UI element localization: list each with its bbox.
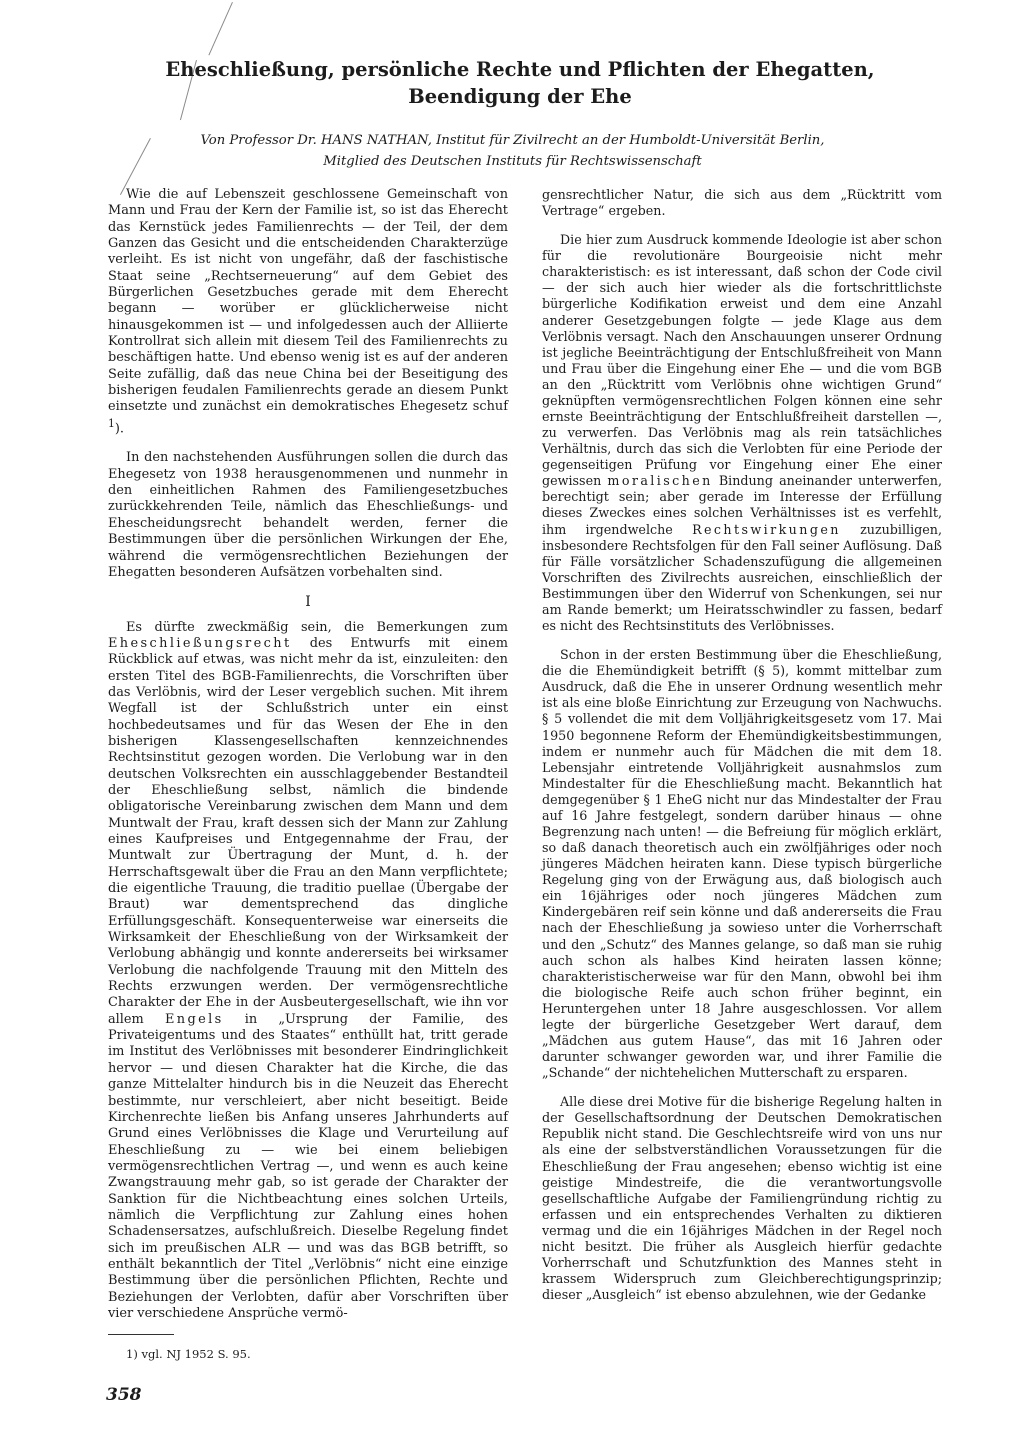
paragraph: Schon in der ersten Bestimmung über die Eheschließung, die die Ehemündigkeit betrifft (§ 5), kommt mittelbar zum Ausdruck, daß die Ehe in unserer Ordnung wesentlich mehr ist als eine bloße Einrichtung zur Erzeugung von Nachwuchs. § 5 vollendet die mit dem Volljährigkeitsgesetz vom 17. Mai 1950 begonnene Reform der Ehemündigkeitsbestimmungen, indem er nunmehr auch für Mädchen die mit dem 18. Lebensjahr eintretende Volljährigkeit ausnahmslos zum Mindestalter für die Eheschließung macht. Bekanntlich hat demgegenüber § 1 EheG nicht nur das Mindestalter der Frau auf 16 Jahre festgelegt, sondern darüber hinaus — ohne Begrenzung nach unten! — die Befreiung für möglich erklärt, so daß danach theoretisch auch ein zwölfjähriges oder noch jüngeres Mädchen heiraten kann. Diese typisch bürgerliche Regelung ging von der Erwägung aus, daß biologisch auch ein 16jähriges oder noch jüngeres Mädchen zum Kindergebären reif sein könne und daß andererseits die Frau nach der Eheschließung ja sowieso unter die Vorherrschaft und den „Schutz“ des Mannes gelange, so daß man sie ruhig auch schon als halbes Kind heiraten lassen könne; charakteristischerweise war für den Mann, obwohl bei ihm die biologische Reife auch schon früher beginnt, ein Heruntergehen unter 18 Jahre ausgeschlossen. Vor allem legte der bürgerliche Gesetzgeber Wert darauf, dem „Mädchen aus gutem Hause“, das mit 16 Jahren oder darunter schwanger geworden war, und ihrer Familie die „Schande“ der nichtehelichen Mutterschaft zu ersparen. (542, 647, 942, 1081)
right-column (542, 187, 942, 1303)
paragraph: In den nachstehenden Ausführungen sollen die durch das Ehegesetz von 1938 herausgenommenen und nunmehr in den einheitlichen Rahmen des Familiengesetzbuches zurückkehrenden Teile, nämlich das Eheschließungs- und Ehescheidungsrecht behandelt werden, ferner die Bestimmungen über die persönlichen Wirkungen der Ehe, während die vermögensrechtlichen Beziehungen der Ehegatten besonderen Aufsätzen vorbehalten sind. (108, 450, 508, 580)
spaced-emphasis: Engels (164, 1011, 224, 1027)
byline-line-1 (110, 130, 915, 151)
byline-line-2: Mitglied des Deutschen Instituts für Rechtswissenschaft (323, 154, 702, 169)
scan-mark-top (208, 2, 233, 55)
left-column (108, 187, 508, 1322)
article-title (150, 56, 890, 110)
paragraph (108, 187, 508, 437)
footnote-marker: 1) (126, 1347, 138, 1361)
byline-affiliation: , Institut für Zivilrecht an der Humboldt-Universität Berlin, (427, 133, 825, 148)
paragraph (542, 232, 942, 634)
spaced-emphasis: moralischen (607, 473, 713, 489)
page-number: 358 (106, 1385, 142, 1405)
paragraph: gensrechtlicher Natur, die sich aus dem „Rücktritt vom Vertrage“ ergeben. (542, 187, 942, 219)
byline (110, 130, 915, 172)
author-name: HANS NATHAN (321, 133, 428, 148)
spaced-emphasis: Eheschließungsrecht (108, 635, 292, 651)
paragraph-text: Die hier zum Ausdruck kommende Ideologie ist aber schon für die revolutionäre Bourgeoisie nicht mehr charakteristisch: es ist interessant, daß schon der Code civil — der sich auch hier wieder als die fortschrittlichste bürgerliche Kodifikation erweist und dem eine Anzahl anderer Gesetzgebungen folgte — jede Klage aus dem Verlöbnis versagt. Nach den Anschauungen unserer Ordnung ist jegliche Beeinträchtigung der Entschlußfreiheit von Mann und Frau über die Eingehung einer Ehe — und die vom BGB an den „Rücktritt vom Verlöbnis ohne wichtigen Grund“ geknüpften vermögensrechtlichen Folgen können eine sehr ernste Beeinträchtigung der Entschlußfreiheit darstellen —, zu verwerfen. Das Verlöbnis mag als rein tatsächliches Verhältnis, durch das sich die Verlobten für eine Periode der gegenseitigen Prüfung vor Eingehung einer Ehe einer gewissen (542, 232, 942, 489)
byline-prefix: Von Professor Dr. (200, 133, 322, 148)
title-line-2: Beendigung der Ehe (408, 85, 632, 108)
footnote (126, 1347, 251, 1361)
paragraph-text: des Entwurfs mit einem Rückblick auf etwas, was nicht mehr da ist, einzuleiten: den ersten Titel des BGB-Familienrechts, die Vorschriften über das Verlöbnis, wird der Leser vergeblich suchen. Mit ihrem Wegfall ist der Schlußstrich unter ein einst hochbedeutsames und für das Wesen der Ehe in den bisherigen Klassengesellschaften kennzeichnendes Rechtsinstitut gezogen worden. Die Verlobung war in den deutschen Volksrechten ein ausschlaggebender Bestandteil der Eheschließung selbst, nämlich die bindende obligatorische Vereinbarung zwischen dem Mann und dem Muntwalt der Frau, kraft dessen sich der Mann zur Zahlung eines Kaufpreises und Entgegennahme der Frau, der Muntwalt zur Übertragung der Munt, d. h. der Herrschaftsgewalt über die Frau an den Mann verpflichtete; die eigentliche Trauung, die traditio puellae (Übergabe der Braut) war dementsprechend das dingliche Erfüllungsgeschäft. Konsequenterweise war einerseits die Wirksamkeit der Eheschließung von der Wirksamkeit der Verlobung abhängig und konnte andererseits bei wirksamer Verlobung die nachfolgende Trauung mit den Mitteln des Rechts erzwungen werden. Der vermögensrechtliche Charakter der Ehe in der Ausbeutergesellschaft, wie ihn vor allem (108, 635, 508, 1027)
paragraph-text: zuzubilligen, insbesondere Rechtsfolgen für den Fall seiner Auflösung. Daß für Fälle vorsätzlicher Schadenszufügung die allgemeinen Vorschriften des Zivilrechts ausreichen, einschließlich der Bestimmungen über den Widerruf von Schenkungen, sei nur am Rande bemerkt; um Heiratsschwindler zu fassen, bedarf es nicht des Rechtsinstituts des Verlöbnisses. (542, 521, 942, 634)
paragraph-text: in „Ursprung der Familie, des Privateigentums und des Staates“ enthüllt hat, tritt gerade im Institut des Verlöbnisses mit besonderer Eindringlichkeit hervor — und diesen Charakter hat die Kirche, die das ganze Mittelalter hindurch bis in die Neuzeit das Eherecht bestimmte, nur verschleiert, aber nicht beseitigt. Beide Kirchenrechte ließen bis Anfang unseres Jahrhunderts auf Grund eines Verlöbnisses die Klage und Verurteilung auf Eheschließung zu — wie bei einem beliebigen vermögensrechtlichen Vertrag —, und wenn es auch keine Zwangstrauung mehr gab, so ist gerade der Charakter der Sanktion für die Nichtbeachtung eines solchen Urteils, nämlich die Verpflichtung zur Zahlung eines hohen Schadensersatzes, aufschlußreich. Dieselbe Regelung findet sich im preußischen ALR — und was das BGB betrifft, so enthält bekanntlich der Titel „Verlöbnis“ nicht eine einzige Bestimmung über die persönlichen Pflichten, Rechte und Beziehungen der Verlobten, dafür aber Vorschriften über vier verschiedene Ansprüche vermö- (108, 1011, 508, 1321)
paragraph-text: Bindung aneinander unterwerfen, berechtigt sein; aber gerade im Interesse der Erfüllung dieses Zweckes eines solchen Verhältnisses ist es verfehlt, ihm irgendwelche (542, 473, 942, 537)
spaced-emphasis: Rechtswirkungen (692, 521, 841, 537)
paragraph-text: Es dürfte zweckmäßig sein, die Bemerkungen zum (126, 619, 508, 635)
paragraph-end: ). (114, 421, 124, 437)
section-heading: I (305, 594, 311, 611)
paragraph (108, 620, 508, 1323)
footnote-rule (108, 1334, 174, 1335)
paragraph: Alle diese drei Motive für die bisherige Regelung halten in der Gesellschaftsordnung der Deutschen Demokratischen Republik nicht stand. Die Geschlechtsreife wird von uns nur als eine der selbstverständlichen Voraussetzungen für die Eheschließung der Frau angesehen; ebenso wichtig ist eine geistige Mindestreife, die die verantwortungsvolle gesellschaftliche Aufgabe der Familiengründung richtig zu erfassen und ein entsprechendes Verhalten zu diktieren vermag und die ein 16jähriges Mädchen in der Regel noch nicht besitzt. Die früher als Ausgleich hierfür gedachte Vorherrschaft und Schutzfunktion des Mannes steht in krassem Widerspruch zum Gleichberechtigungsprinzip; dieser „Ausgleich“ ist ebenso abzulehnen, wie der Gedanke (542, 1094, 942, 1303)
paragraph-text: Wie die auf Lebenszeit geschlossene Gemeinschaft von Mann und Frau der Kern der Familie ist, so ist das Eherecht das Kernstück jedes Familienrechts — der Teil, der dem Ganzen das Gesicht und die entscheidenden Charakterzüge verleiht. Es ist nicht von ungefähr, daß der faschistische Staat seine „Rechtserneuerung“ auf dem Gebiet des Bürgerlichen Gesetzbuches gerade mit dem Eherecht begann — worüber er glücklicherweise nicht hinausgekommen ist — und infolgedessen auch der Alliierte Kontrollrat sich allein mit diesem Teil des Familienrechts zu beschäftigen hatte. Und ebenso wenig ist es auf der anderen Seite zufällig, daß das neue China bei der Beseitigung des bisherigen feudalen Familienrechts gerade an diesem Punkt einsetzte und zunächst ein demokratisches Ehegesetz schuf (108, 187, 508, 415)
footnote-reference: 1 (108, 416, 115, 430)
footnote-text: vgl. NJ 1952 S. 95. (137, 1347, 251, 1361)
title-line-1: Eheschließung, persönliche Rechte und Pflichten der Ehegatten, (165, 58, 875, 81)
